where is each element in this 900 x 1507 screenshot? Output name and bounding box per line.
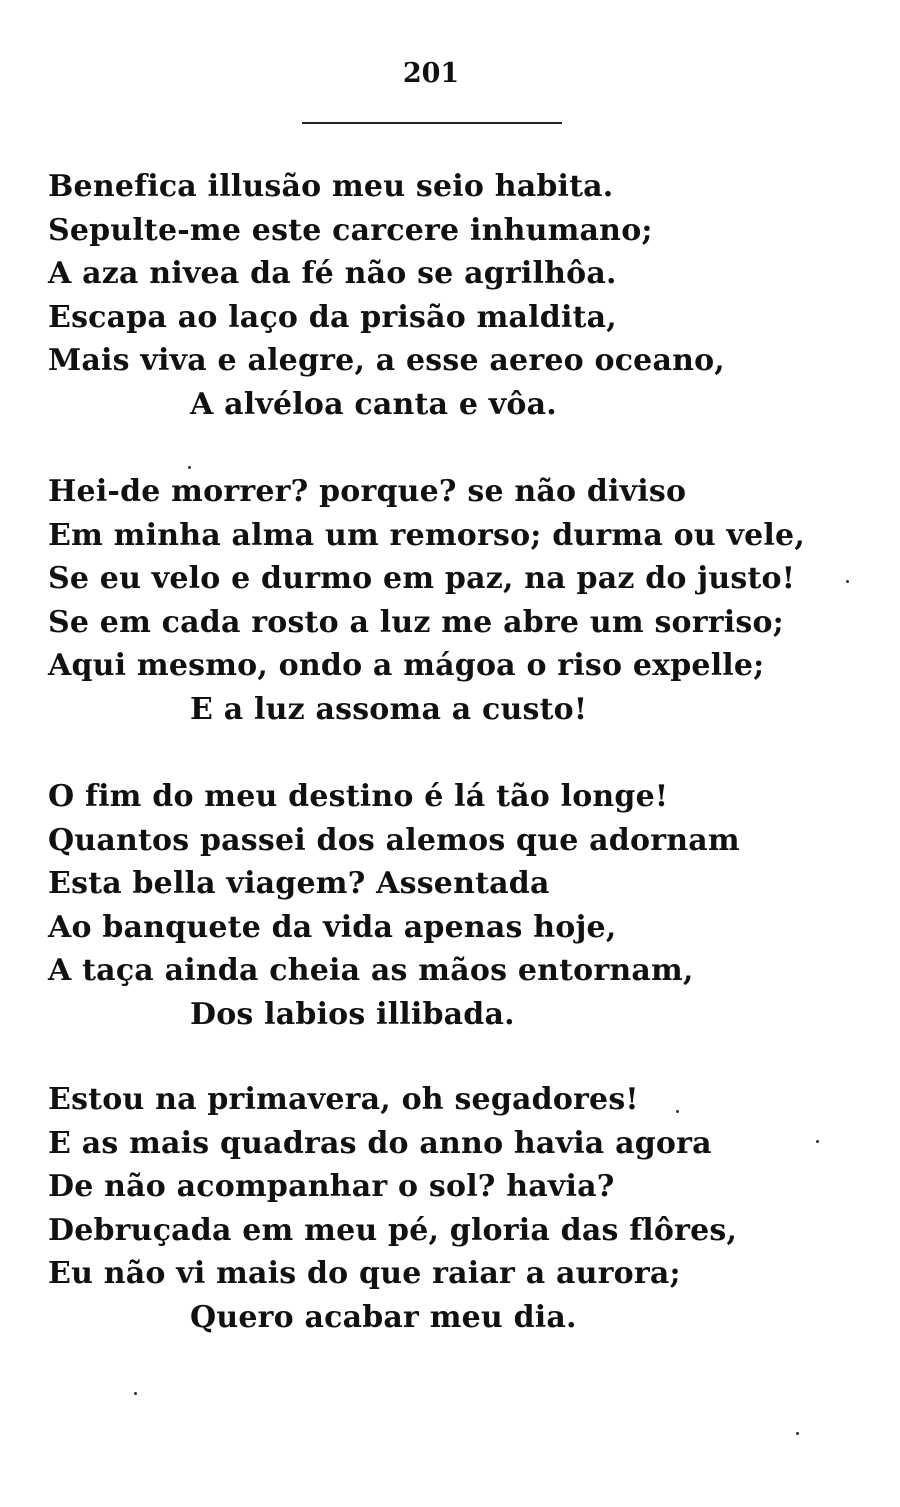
verse-line-indented: E a luz assoma a custo! [190,691,588,727]
verse-line-indented: Quero acabar meu dia. [190,1299,577,1335]
verse-line: A aza nivea da fé não se agrilhôa. [48,256,617,291]
verse-line: Debruçada em meu pé, gloria das flôres, [48,1212,738,1248]
verse-line: De não acompanhar o sol? havia? [48,1169,615,1204]
stanza-1 [48,165,725,426]
scan-speck [796,1432,799,1435]
stanza-4 [48,1078,737,1339]
verse-line: Sepulte-me este carcere inhumano; [48,212,653,248]
page-number: 201 [402,58,460,89]
verse-line: Eu não vi mais do que raiar a aurora; [48,1256,681,1291]
scan-speck [188,466,191,469]
verse-line-indented: A alvéloa canta e vôa. [190,386,557,422]
verse-line: O fim do meu destino é lá tão longe! [48,779,669,814]
scan-speck [816,1140,819,1143]
scan-speck [134,1392,137,1395]
verse-line: Ao banquete da vida apenas hoje, [48,909,617,945]
verse-line: Aqui mesmo, ondo a mágoa o riso expelle; [48,648,765,683]
verse-line: Hei-de morrer? porque? se não diviso [48,474,687,509]
verse-line: Se em cada rosto a luz me abre um sorriso; [48,604,784,640]
stanza-3 [48,775,740,1036]
verse-line: Estou na primavera, oh segadores! [48,1082,639,1117]
verse-line: E as mais quadras do anno havia agora [48,1125,712,1161]
verse-line: Em minha alma um remorso; durma ou vele, [48,517,805,553]
header-rule [302,122,562,124]
verse-line: Se eu velo e durmo em paz, na paz do justo! [48,561,796,596]
verse-line-indented: Dos labios illibada. [190,996,515,1032]
verse-line: Mais viva e alegre, a esse aereo oceano, [48,343,725,378]
verse-line: Benefica illusão meu seio habita. [48,169,614,204]
scan-speck [676,1110,679,1113]
verse-line: A taça ainda cheia as mãos entornam, [48,953,694,988]
verse-line: Esta bella viagem? Assentada [48,866,550,901]
stanza-2 [48,470,805,731]
scan-speck [846,580,849,583]
verse-line: Escapa ao laço da prisão maldita, [48,299,617,335]
verse-line: Quantos passei dos alemos que adornam [48,822,740,858]
